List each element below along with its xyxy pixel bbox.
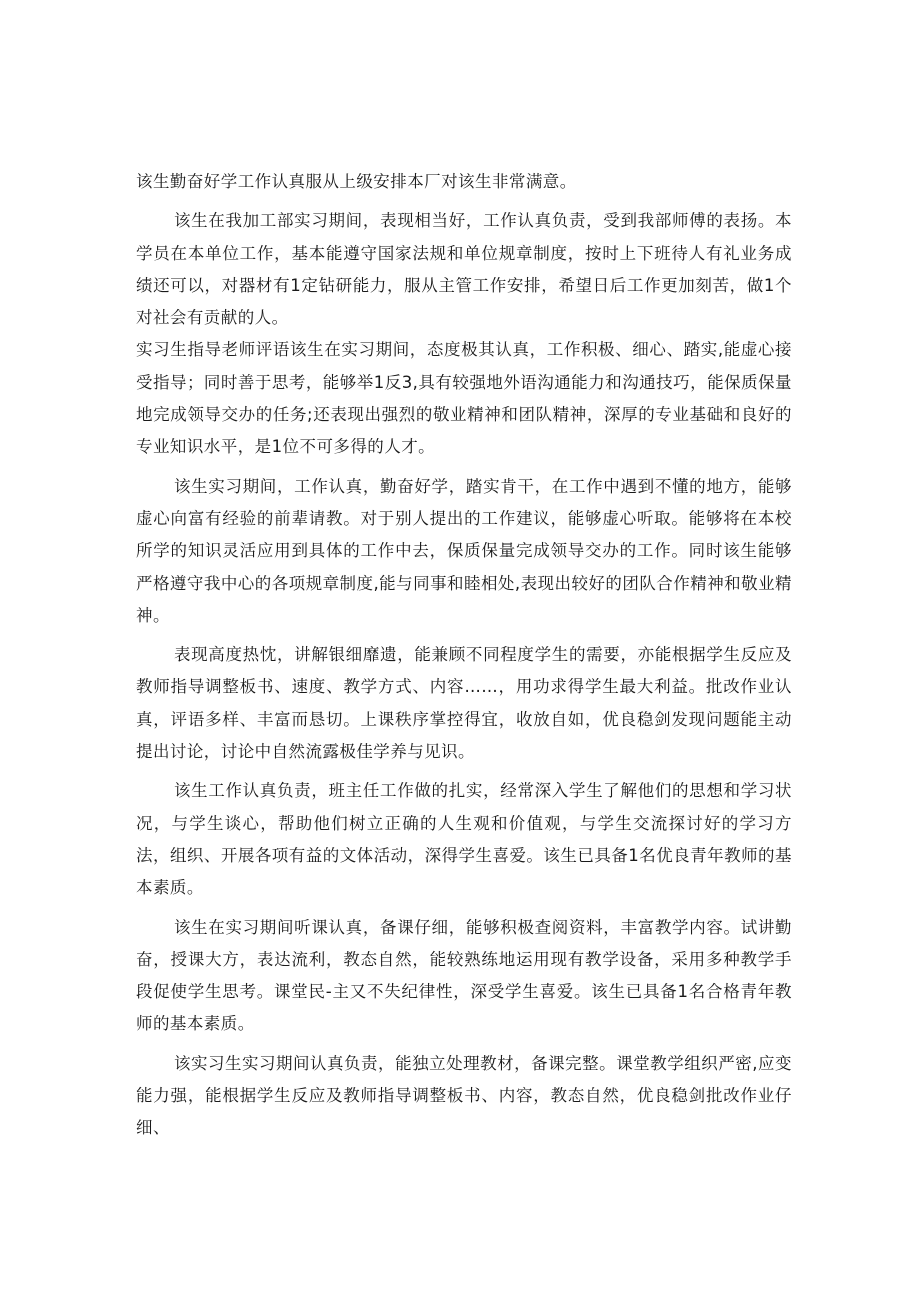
paragraph-6: 该生工作认真负责，班主任工作做的扎实，经常深入学生了解他们的思想和学习状况，与学生谈心，帮助他们树立正确的人生观和价值观，与学生交流探讨好的学习方法，组织、开展各项有益的文体活动，深得学生喜爱。该生已具备1名优良青年教师的基本素质。 <box>136 781 792 898</box>
paragraph-1: 该生勤奋好学工作认真服从上级安排本厂对该生非常满意。 <box>136 172 577 191</box>
paragraph-8: 该实习生实习期间认真负责，能独立处理教材，备课完整。课堂教学组织严密,应变能力强，能根据学生反应及教师指导调整板书、内容，教态自然，优良稳剑批改作业仔细、 <box>136 1053 792 1138</box>
paragraph-5: 表现高度热忱，讲解银细靡遗，能兼顾不同程度学生的需要，亦能根据学生反应及教师指导调整板书、速度、教学方式、内容……，用功求得学生最大利益。批改作业认真，评语多样、丰富而恳切。上课秩序掌控得宜，收放自如，优良稳剑发现问题能主动提出讨论，讨论中自然流露极佳学养与见识。 <box>136 645 792 762</box>
paragraph-2: 该生在我加工部实习期间，表现相当好，工作认真负责，受到我部师傅的表扬。本学员在本单位工作，基本能遵守国家法规和单位规章制度，按时上下班待人有礼业务成绩还可以，对器材有1定钻研能力，服从主管工作安排，希望日后工作更加刻苦，做1个对社会有贡献的人。 <box>136 211 792 328</box>
paragraph-7: 该生在实习期间听课认真，备课仔细，能够积极查阅资料，丰富教学内容。试讲勤奋，授课大方，表达流利，教态自然，能较熟练地运用现有教学设备，采用多种教学手段促使学生思考。课堂民-主又不失纪律性，深受学生喜爱。该生已具备1名合格青年教师的基本素质。 <box>136 917 792 1034</box>
paragraph-3: 实习生指导老师评语该生在实习期间，态度极其认真，工作积极、细心、踏实,能虚心接受指导；同时善于思考，能够举1反3,具有较强地外语沟通能力和沟通技巧，能保质保量地完成领导交办的任务;还表现出强烈的敬业精神和团队精神，深厚的专业基础和良好的专业知识水平，是1位不可多得的人才。 <box>136 340 792 457</box>
paragraph-4: 该生实习期间，工作认真，勤奋好学，踏实肯干，在工作中遇到不懂的地方，能够虚心向富有经验的前辈请教。对于别人提出的工作建议，能够虚心听取。能够将在本校所学的知识灵活应用到具体的工作中去，保质保量完成领导交办的工作。同时该生能够严格遵守我中心的各项规章制度,能与同事和睦相处,表现出较好的团队合作精神和敬业精神。 <box>136 476 792 625</box>
document-body <box>136 166 792 1145</box>
